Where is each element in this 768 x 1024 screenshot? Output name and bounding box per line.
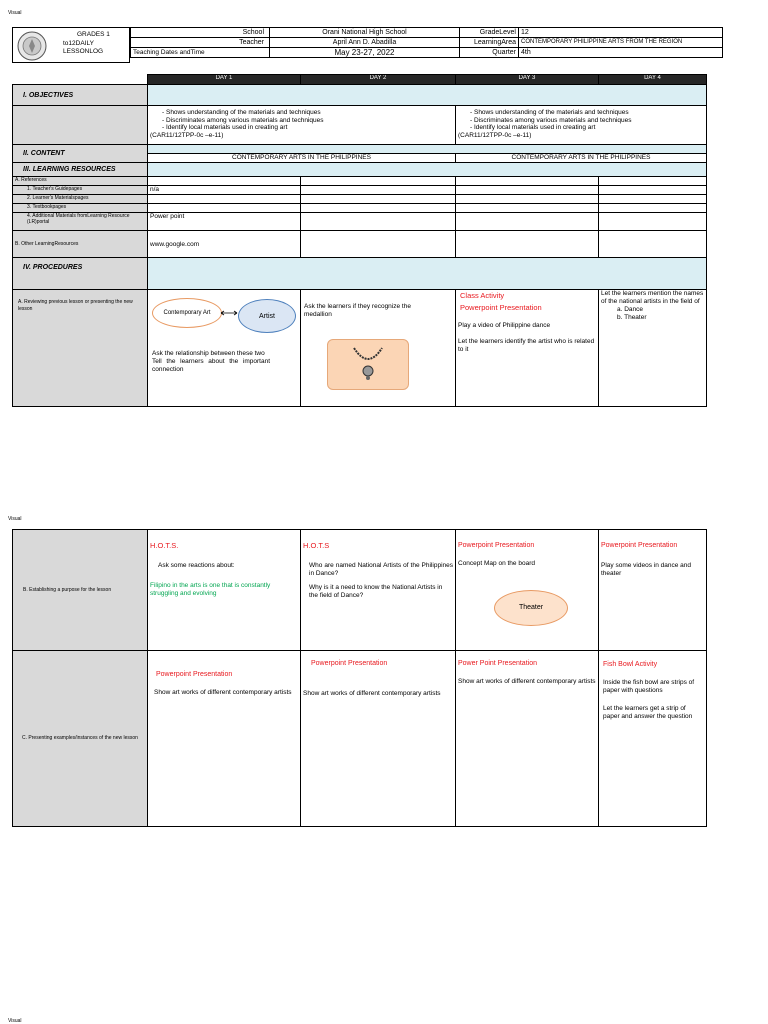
visual-label: Visual — [8, 10, 22, 16]
guide-label: 1. Teacher's Guidepages — [13, 186, 148, 195]
procedure-c-label: C. Presenting examples/instances of the new lesson — [13, 651, 148, 827]
objective-item: - Shows understanding of the materials and techniques — [160, 109, 453, 117]
day-header: DAY 3 — [456, 75, 599, 85]
procedure-b-label: B. Establishing a purpose for the lesson — [13, 530, 148, 651]
ppt-title: Powerpoint Presentation — [458, 542, 535, 549]
objectives-cell — [148, 106, 456, 145]
quarter-label: Quarter — [460, 48, 519, 58]
hots-title: H.O.T.S — [303, 541, 330, 550]
procedure-b-day4: Powerpoint Presentation Play some videos in dance and theater — [599, 530, 707, 651]
procedures-label: IV. PROCEDURES — [13, 258, 148, 290]
additional-label: 4. Additional Materials fromLearning Resource (LR)portal — [13, 213, 148, 231]
grade-value: 12 — [519, 28, 723, 38]
additional-value: Power point — [148, 213, 301, 231]
grades-text: GRADES 1 — [77, 31, 110, 38]
procedure-c-day1: Powerpoint Presentation Show art works of different contemporary artists — [148, 651, 301, 827]
procedure-a-day1 — [148, 290, 301, 407]
grade-label: GradeLevel — [460, 28, 519, 38]
lesson-log-header — [12, 27, 722, 63]
procedure-a-day2 — [301, 290, 456, 407]
objective-item: - Discriminates among various materials and techniques — [468, 117, 704, 125]
ppt-title: Powerpoint Presentation — [460, 303, 542, 312]
other-resources-label: B. Other LearningResources — [13, 231, 148, 258]
ppt-title: Powerpoint Presentation — [311, 660, 388, 667]
objective-code: (CAR11/12TPP-0c –e-11) — [458, 131, 532, 139]
artist-oval: Artist — [238, 299, 296, 333]
references-label: A. References — [13, 177, 148, 186]
school-value: Orani National High School — [270, 28, 460, 38]
lessonlog-text: LESSONLOG — [63, 48, 104, 55]
dates-value: May 23-27, 2022 — [270, 48, 460, 58]
teacher-value: April Ann D. Abadilla — [270, 38, 460, 48]
lesson-table — [12, 74, 707, 407]
area-value: CONTEMPORARY PHILIPPINE ARTS FROM THE REGION — [519, 38, 723, 48]
ppt-title: Powerpoint Presentation — [156, 671, 233, 678]
visual-label: Visual — [8, 1018, 22, 1024]
day-header: DAY 2 — [301, 75, 456, 85]
daily-text: to12DAILY — [63, 39, 94, 47]
guide-value: n/a — [148, 186, 301, 195]
header-title-box — [12, 27, 130, 63]
resources-label: III. LEARNING RESOURCES — [13, 163, 148, 177]
double-arrow-icon — [220, 310, 238, 316]
procedure-a-day3: Class Activity Powerpoint Presentation Play a video of Philippine dance Let the learners identify the artist who is related to it — [456, 290, 599, 407]
header-info-table — [130, 27, 723, 58]
lesson-table-page2 — [12, 529, 707, 827]
procedure-a-day1-text: Ask the relationship between these two Tell the learners about the important connection — [152, 350, 270, 373]
objectives-cell — [456, 106, 707, 145]
procedure-a-day2-text: Ask the learners if they recognize the medallion — [304, 303, 411, 318]
class-activity-title: Class Activity — [460, 291, 505, 300]
medallion-image — [327, 339, 409, 390]
objective-code: (CAR11/12TPP-0c –e-11) — [150, 131, 224, 139]
content-topic: CONTEMPORARY ARTS IN THE PHILIPPINES — [456, 154, 707, 163]
visual-label: Visual — [8, 516, 22, 522]
procedure-b-day2: H.O.T.S Who are named National Artists of the Philippines in Dance? Why is it a need to know the National Artists in the field of Dance? — [301, 530, 456, 651]
procedure-b-day1: H.O.T.S. Ask some reactions about: Filipino in the arts is one that is constantly struggling and evolving — [148, 530, 301, 651]
objective-item: - Identify local materials used in creating art — [468, 124, 704, 132]
theater-oval: Theater — [494, 590, 568, 626]
teacher-label: Teacher — [131, 38, 270, 48]
fish-bowl-title: Fish Bowl Activity — [603, 661, 658, 668]
deped-seal-icon — [17, 31, 47, 61]
other-resources-value: www.google.com — [148, 231, 301, 258]
content-topic: CONTEMPORARY ARTS IN THE PHILIPPINES — [148, 154, 456, 163]
day-header: DAY 1 — [148, 75, 301, 85]
procedure-c-day2: Powerpoint Presentation Show art works of different contemporary artists — [301, 651, 456, 827]
ppt-title: Power Point Presentation — [458, 660, 537, 667]
medallion-icon — [351, 346, 385, 382]
materials-label: 2. Learner's Materialspages — [13, 195, 148, 204]
procedure-b-day3: Powerpoint Presentation Concept Map on the board Theater — [456, 530, 599, 651]
procedure-c-day4: Fish Bowl Activity Inside the fish bowl are strips of paper with questions Let the learners get a strip of paper and answer the question — [599, 651, 707, 827]
objective-item: - Discriminates among various materials and techniques — [160, 117, 453, 125]
day-header: DAY 4 — [599, 75, 707, 85]
objective-item: - Identify local materials used in creating art — [160, 124, 453, 132]
procedure-a-day4: Let the learners mention the names of the national artists in the field of a. Dance b. Theater — [599, 290, 707, 407]
content-label: II. CONTENT — [13, 145, 148, 163]
procedure-c-day3: Power Point Presentation Show art works of different contemporary artists — [456, 651, 599, 827]
ppt-title: Powerpoint Presentation — [601, 542, 678, 549]
objective-item: - Shows understanding of the materials and techniques — [468, 109, 704, 117]
contemporary-art-oval: Contemporary Art — [152, 298, 222, 328]
objectives-label: I. OBJECTIVES — [13, 85, 148, 106]
textbook-label: 3. Textbookpages — [13, 204, 148, 213]
hots-title: H.O.T.S. — [150, 541, 179, 550]
school-label: School — [131, 28, 270, 38]
dates-label: Teaching Dates andTime — [131, 48, 270, 58]
procedure-a-label: A. Reviewing previous lesson or presenting the new lesson — [13, 290, 148, 407]
area-label: LearningArea — [460, 38, 519, 48]
quarter-value: 4th — [519, 48, 723, 58]
